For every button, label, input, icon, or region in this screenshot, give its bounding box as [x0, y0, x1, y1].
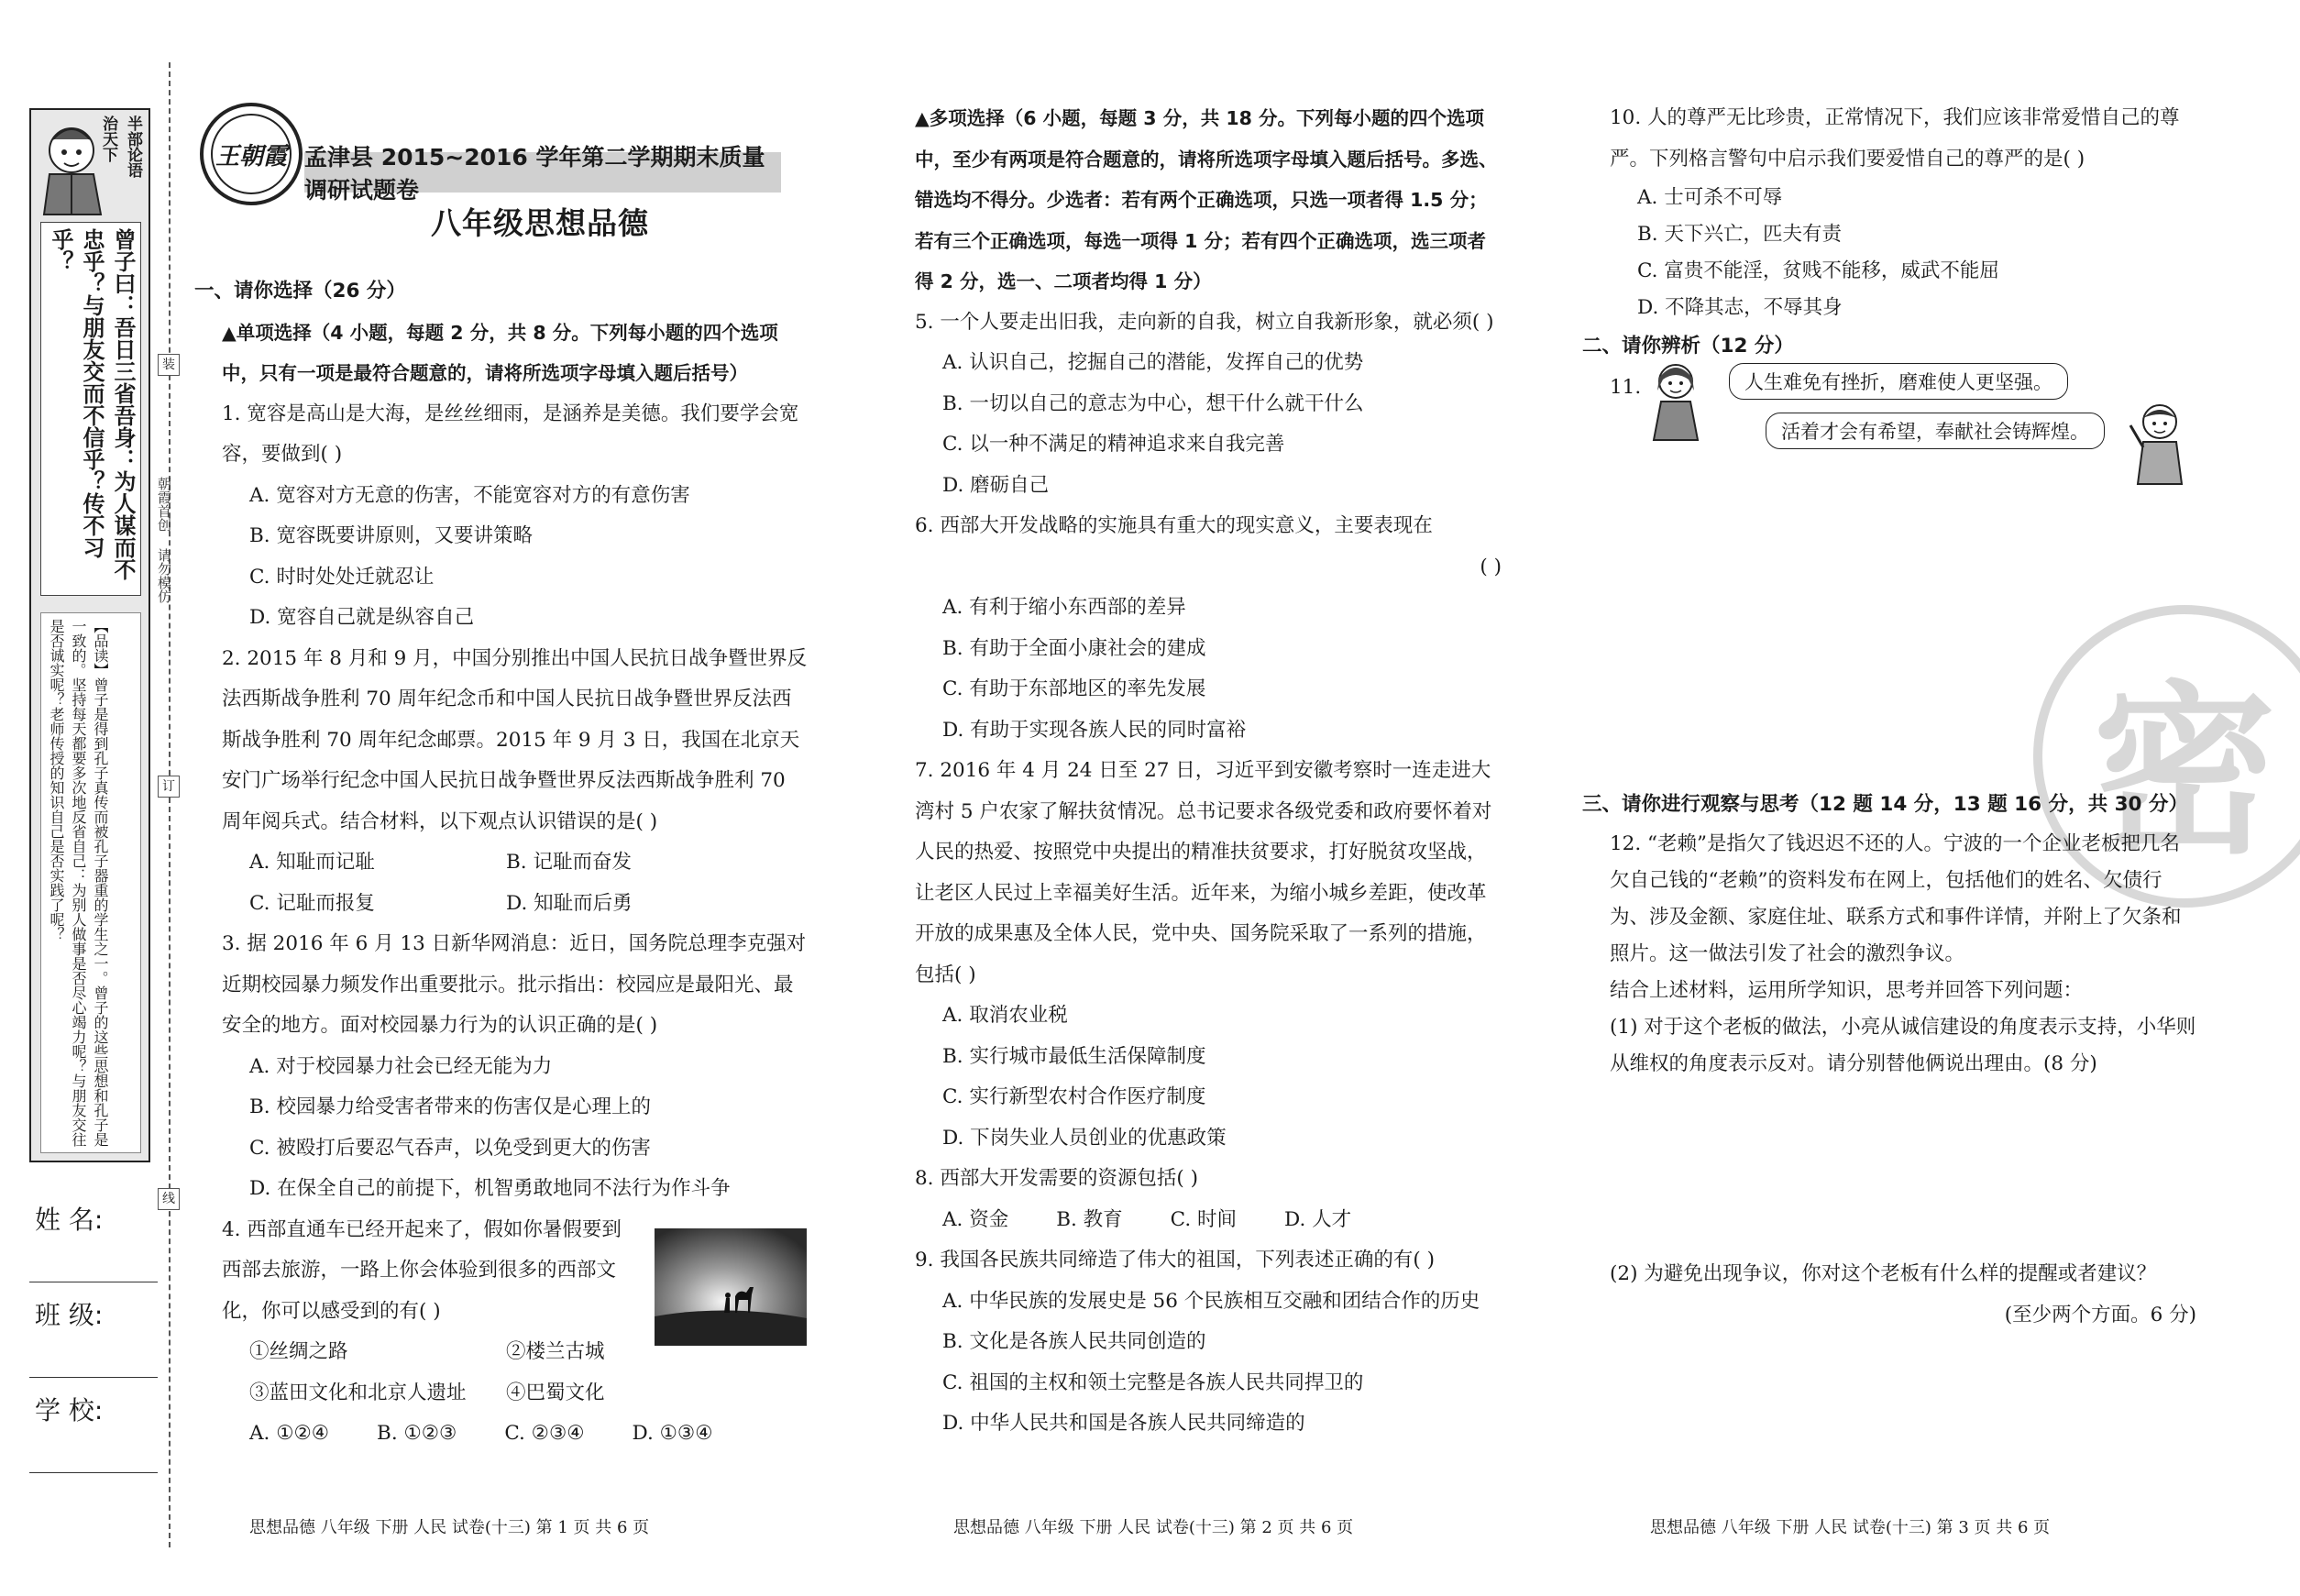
q6-option-b[interactable]: B. 有助于全面小康社会的建成 [942, 636, 1206, 660]
class-label: 班 级: [35, 1300, 104, 1330]
q9-option-d[interactable]: D. 中华人民共和国是各族人民共同缔造的 [942, 1412, 1305, 1435]
section-3-heading: 三、请你进行观察与思考（12 题 14 分，13 题 16 分，共 30 分） [1582, 793, 2188, 816]
student-info-fields [29, 1187, 158, 1473]
q12-part-1: (1) 对于这个老板的做法，小亮从诚信建设的角度表示支持，小华则从维权的角度表示反对。请分别替他俩说出理由。(8 分) [1610, 1015, 2196, 1075]
exam-title: 孟津县 2015~2016 学年第二学期期末质量调研试题卷 [304, 152, 781, 193]
q10-option-d[interactable]: D. 不降其志，不辱其身 [1637, 296, 1843, 319]
boy-cartoon-icon [2127, 398, 2193, 486]
q4-item-1: ①丝绸之路 [249, 1340, 348, 1363]
q4-item-2: ②楼兰古城 [506, 1340, 605, 1363]
q12-part-2-block [1582, 1254, 2196, 1336]
seal-mark-top: 装 [158, 354, 180, 376]
q10-option-c[interactable]: C. 富贵不能淫，贫贱不能移，威武不能屈 [1637, 259, 1999, 282]
q2-option-c[interactable]: C. 记耻而报复 [249, 891, 375, 915]
column-page-3-lower [1582, 785, 2196, 1083]
q6-option-c[interactable]: C. 有助于东部地区的率先发展 [942, 677, 1206, 700]
question-9: 9. 我国各民族共同缔造了伟大的祖国，下列表述正确的有( ) [915, 1249, 1435, 1271]
q12-part-2-note: (至少两个方面。6 分) [2004, 1303, 2196, 1326]
question-1: 1. 宽容是高山是大海，是丝丝细雨，是涵养是美德。我们要学会宽容，要做到( ) [222, 402, 799, 466]
q4-option-a[interactable]: A. ①②④ [249, 1422, 330, 1445]
header-col-1: 半部论语 [124, 116, 142, 178]
section-2-heading: 二、请你辨析（12 分） [1582, 335, 1794, 358]
q8-options [887, 1200, 1502, 1241]
seal-mark-bottom: 线 [158, 1188, 180, 1210]
multi-choice-instructions: ▲多项选择（6 小题，每题 3 分，共 18 分。下列每小题的四个选项中，至少有两项是符合题意的，请将所选项字母填入题后括号。多选、错选均不得分。少选者：若有两个正确选项，只选一项者得 1.5 分；若有三个正确选项，每选一项得 1 分；若有四个正确选项，选三项者得 2 分，选一、二项者均得 1 分） [915, 107, 1498, 292]
q1-option-c[interactable]: C. 时时处处迁就忍让 [249, 565, 435, 589]
q4-option-b[interactable]: B. ①②③ [377, 1422, 457, 1445]
brand-logo [200, 103, 303, 205]
q4-options [194, 1414, 809, 1455]
q10-option-a[interactable]: A. 士可杀不可辱 [1637, 186, 1783, 209]
question-10: 10. 人的尊严无比珍贵，正常情况下，我们应该非常爱惜自己的尊严。下列格言警句中启示我们要爱惜自己的尊严的是( ) [1610, 106, 2180, 171]
class-field[interactable] [29, 1282, 158, 1378]
school-field[interactable] [29, 1378, 158, 1473]
single-choice-instructions: ▲单项选择（4 小题，每题 2 分，共 8 分。下列每小题的四个选项中，只有一项是最符合题意的，请将所选项字母填入题后括号） [222, 321, 778, 384]
sayings-box [29, 108, 150, 1162]
q5-option-d[interactable]: D. 磨砺自己 [942, 473, 1050, 497]
q3-option-a[interactable]: A. 对于校园暴力社会已经无能为力 [249, 1054, 553, 1078]
question-6: 6. 西部大开发战略的实施具有重大的现实意义，主要表现在 [915, 514, 1433, 537]
name-field[interactable] [29, 1187, 158, 1282]
q2-options-row-1 [194, 842, 809, 884]
question-2: 2. 2015 年 8 月和 9 月，中国分别推出中国人民抗日战争暨世界反法西斯战争胜利 70 周年纪念币和中国人民抗日战争暨世界反法西斯战争胜利 70 周年纪念邮票。2015 年 9 月 3 日，我国在北京天安门广场举行纪念中国人民抗日战争暨世界反法西斯战争胜利 70 周年阅兵式。结合材料，以下观点认识错误的是( ) [222, 646, 808, 833]
q4-items-row-2 [194, 1373, 809, 1414]
q4-item-4: ④巴蜀文化 [506, 1381, 605, 1404]
q4-option-c[interactable]: C. ②③④ [504, 1422, 585, 1445]
comment-box [40, 612, 141, 1153]
q2-option-b[interactable]: B. 记耻而奋发 [506, 851, 632, 874]
question-11-number: 11. [1610, 375, 1642, 399]
header-col-2: 治天下 [99, 116, 117, 162]
q10-option-b[interactable]: B. 天下兴亡，匹夫有责 [1637, 223, 1842, 246]
q8-option-a[interactable]: A. 资金 [942, 1207, 1009, 1231]
question-5: 5. 一个人要走出旧我，走向新的自我，树立自我新形象，就必须( ) [915, 310, 1494, 334]
q12-part-2: (2) 为避免出现争议，你对这个老板有什么样的提醒或者建议？ [1610, 1262, 2157, 1285]
speech-bubble-2: 活着才会有希望，奉献社会铸辉煌。 [1766, 413, 2105, 449]
footer-page-3: 思想品德 八年级 下册 人民 试卷(十三) 第 3 页 共 6 页 [1650, 1518, 2051, 1537]
q3-option-d[interactable]: D. 在保全自己的前提下，机智勇敢地同不法行为作斗争 [249, 1177, 731, 1200]
question-3: 3. 据 2016 年 6 月 13 日新华网消息：近日，国务院总理李克强对近期校园暴力频发作出重要批示。批示指出：校园应是最阳光、最安全的地方。面对校园暴力行为的认识正确的是( ) [222, 932, 807, 1037]
section-1-heading: 一、请你选择（26 分） [194, 280, 406, 303]
q9-option-c[interactable]: C. 祖国的主权和领土完整是各族人民共同捍卫的 [942, 1370, 1364, 1394]
q7-option-c[interactable]: C. 实行新型农村合作医疗制度 [942, 1085, 1206, 1108]
seal-mark-mid: 订 [158, 776, 180, 798]
exam-subtitle: 八年级思想品德 [431, 205, 649, 241]
q2-option-a[interactable]: A. 知耻而记耻 [249, 851, 375, 874]
brand-logo-text: 王朝霞 [211, 114, 292, 194]
speech-bubble-1: 人生难免有挫折，磨难使人更坚强。 [1729, 363, 2068, 400]
q7-option-d[interactable]: D. 下岗失业人员创业的优惠政策 [942, 1126, 1227, 1150]
q3-option-b[interactable]: B. 校园暴力给受害者带来的伤害仅是心理上的 [249, 1095, 651, 1118]
footer-page-2: 思想品德 八年级 下册 人民 试卷(十三) 第 2 页 共 6 页 [953, 1518, 1354, 1537]
quote-box [40, 222, 141, 596]
q2-option-d[interactable]: D. 知耻而后勇 [506, 891, 633, 915]
desert-camel-photo [655, 1228, 807, 1346]
q8-option-b[interactable]: B. 教育 [1056, 1207, 1123, 1231]
q1-option-d[interactable]: D. 宽容自己就是纵容自己 [249, 606, 475, 629]
q6-option-d[interactable]: D. 有助于实现各族人民的同时富裕 [942, 718, 1247, 742]
q8-option-d[interactable]: D. 人才 [1284, 1207, 1352, 1231]
q11-dialogue [1646, 358, 2196, 486]
footer-page-1: 思想品德 八年级 下册 人民 试卷(十三) 第 1 页 共 6 页 [249, 1518, 650, 1537]
question-8: 8. 西部大开发需要的资源包括( ) [915, 1167, 1198, 1190]
column-page-2 [887, 98, 1502, 1445]
q8-option-c[interactable]: C. 时间 [1170, 1207, 1238, 1231]
q7-option-b[interactable]: B. 实行城市最低生活保障制度 [942, 1044, 1206, 1068]
q6-answer-paren: ( ) [1480, 555, 1502, 578]
question-4: 4. 西部直通车已经开起来了，假如你暑假要到西部去旅游，一路上你会体验到很多的西部文化，你可以感受到的有( ) [222, 1217, 622, 1323]
question-12: 12. “老赖”是指欠了钱迟迟不还的人。宁波的一个企业老板把几名欠自己钱的“老赖”的资料发布在网上，包括他们的姓名、欠债行为、涉及金额、家庭住址、联系方式和事件详情，并附上了欠条和照片。这一做法引发了社会的激烈争议。 [1610, 831, 2182, 965]
comment-text: 【品读】曾子是得到孔子真传而被孔子器重的学生之一。曾子的这些思想和孔子是一致的。坚持每天都要多次地反省自己：为别人做事是否尽心竭力呢？与朋友交往是否诚实呢？老师传授的知识自己是否实践了呢？ [48, 619, 109, 1147]
q5-option-a[interactable]: A. 认识自己，挖掘自己的潜能，发挥自己的优势 [942, 351, 1364, 374]
q4-option-d[interactable]: D. ①③④ [632, 1422, 713, 1445]
q6-option-a[interactable]: A. 有利于缩小东西部的差异 [942, 596, 1186, 619]
name-label: 姓 名: [35, 1205, 104, 1235]
q3-option-c[interactable]: C. 被殴打后要忍气吞声，以免受到更大的伤害 [249, 1136, 651, 1160]
q1-option-b[interactable]: B. 宽容既要讲原则，又要讲策略 [249, 524, 533, 547]
q5-option-b[interactable]: B. 一切以自己的意志为中心，想干什么就干什么 [942, 391, 1364, 415]
question-7: 7. 2016 年 4 月 24 日至 27 日，习近平到安徽考察时一连走进大湾村 5 户农家了解扶贫情况。总书记要求各级党委和政府要怀着对人民的热爱、按照党中央提出的精准扶贫要求，打好脱贫攻坚战，让老区人民过上幸福美好生活。近年来，为缩小城乡差距，使改革开放的成果惠及全体人民，党中央、国务院采取了一系列的措施，包括( ) [915, 759, 1492, 986]
girl-cartoon-icon [1646, 358, 1707, 442]
q9-option-b[interactable]: B. 文化是各族人民共同创造的 [942, 1330, 1206, 1353]
q7-option-a[interactable]: A. 取消农业税 [942, 1004, 1068, 1027]
seal-note: 朝霞首创 请勿模仿 [156, 477, 172, 603]
watermark-seal: 密 [2033, 605, 2300, 908]
q2-options-row-2 [194, 884, 809, 925]
q12-intro: 结合上述材料，运用所学知识，思考并回答下列问题： [1610, 978, 2084, 1002]
q9-option-a[interactable]: A. 中华民族的发展史是 56 个民族相互交融和团结合作的历史 [942, 1289, 1480, 1313]
seal-line [169, 62, 171, 1547]
binding-strip [29, 108, 150, 1162]
q1-option-a[interactable]: A. 宽容对方无意的伤害，不能宽容对方的有意伤害 [249, 483, 690, 507]
strip-header [31, 110, 149, 225]
school-label: 学 校: [35, 1395, 104, 1425]
q5-option-c[interactable]: C. 以一种不满足的精神追求来自我完善 [942, 433, 1285, 456]
q4-item-3: ③蓝田文化和北京人遗址 [249, 1381, 467, 1404]
quote-text: 曾子曰：吾日三省吾身：为人谋而不忠乎？与朋友交而不信乎？传不习乎？ [48, 228, 136, 580]
